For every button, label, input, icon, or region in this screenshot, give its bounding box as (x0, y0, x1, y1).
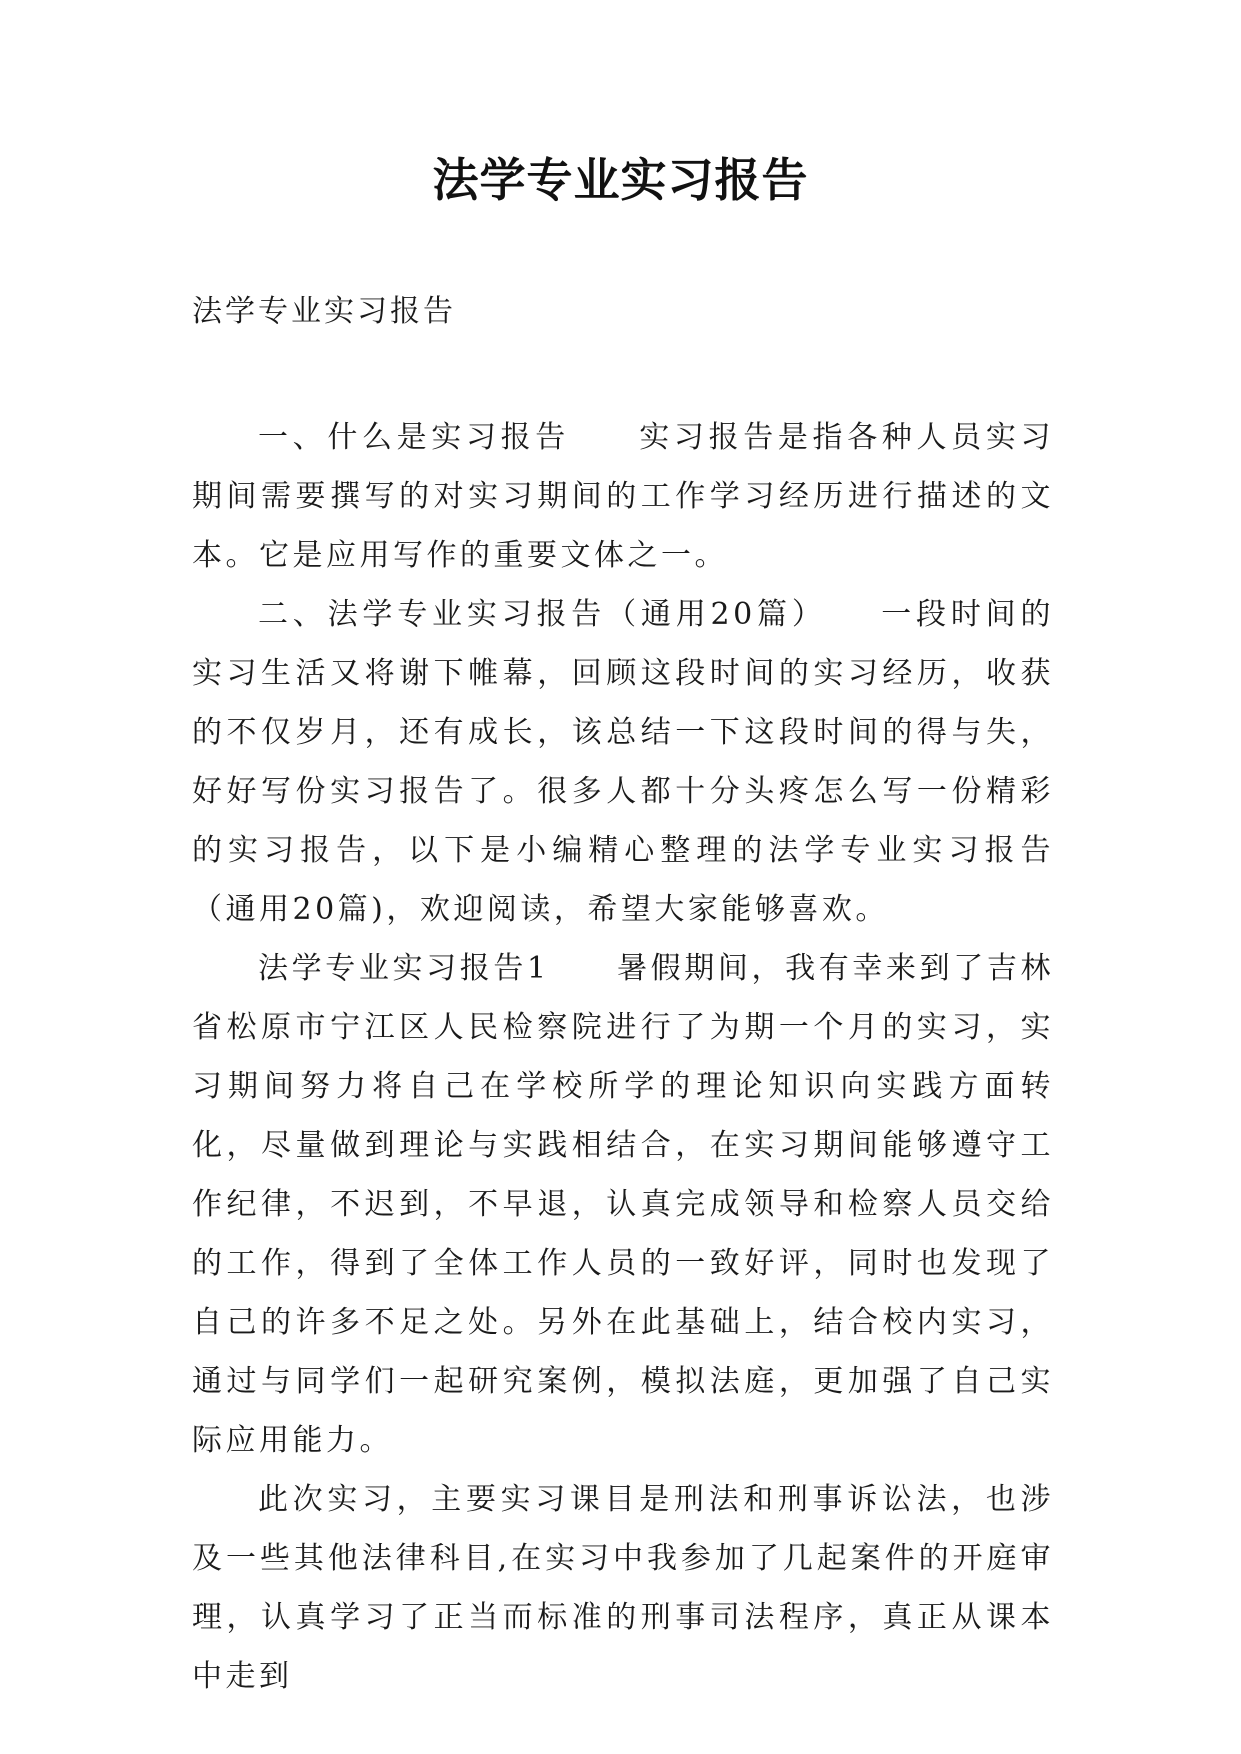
paragraph-report-1: 法学专业实习报告1 暑假期间，我有幸来到了吉林省松原市宁江区人民检察院进行了为期一个月的实习，实习期间努力将自己在学校所学的理论知识向实践方面转化，尽量做到理论与实践相结合，在实习期间能够遵守工作纪律，不迟到，不早退，认真完成领导和检察人员交给的工作，得到了全体工作人员的一致好评，同时也发现了自己的许多不足之处。另外在此基础上，结合校内实习，通过与同学们一起研究案例，模拟法庭，更加强了自己实际应用能力。 (192, 951, 1054, 1458)
document-subtitle: 法学专业实习报告 (192, 294, 456, 329)
paragraph-internship-subjects: 此次实习，主要实习课目是刑法和刑事诉讼法，也涉及一些其他法律科目,在实习中我参加了几起案件的开庭审理，认真学习了正当而标准的刑事司法程序，真正从课本中走到 (192, 1482, 1054, 1694)
document-body (192, 408, 1054, 1706)
document-title: 法学专业实习报告 (432, 153, 809, 207)
paragraph-intro: 二、法学专业实习报告（通用20篇） 一段时间的实习生活又将谢下帷幕，回顾这段时间的实习经历，收获的不仅岁月，还有成长，该总结一下这段时间的得与失，好好写份实习报告了。很多人都十分头疼怎么写一份精彩的实习报告，以下是小编精心整理的法学专业实习报告（通用20篇)，欢迎阅读，希望大家能够喜欢。 (192, 597, 1054, 927)
paragraph-what-is-report: 一、什么是实习报告 实习报告是指各种人员实习期间需要撰写的对实习期间的工作学习经历进行描述的文本。它是应用写作的重要文体之一。 (192, 420, 1054, 573)
